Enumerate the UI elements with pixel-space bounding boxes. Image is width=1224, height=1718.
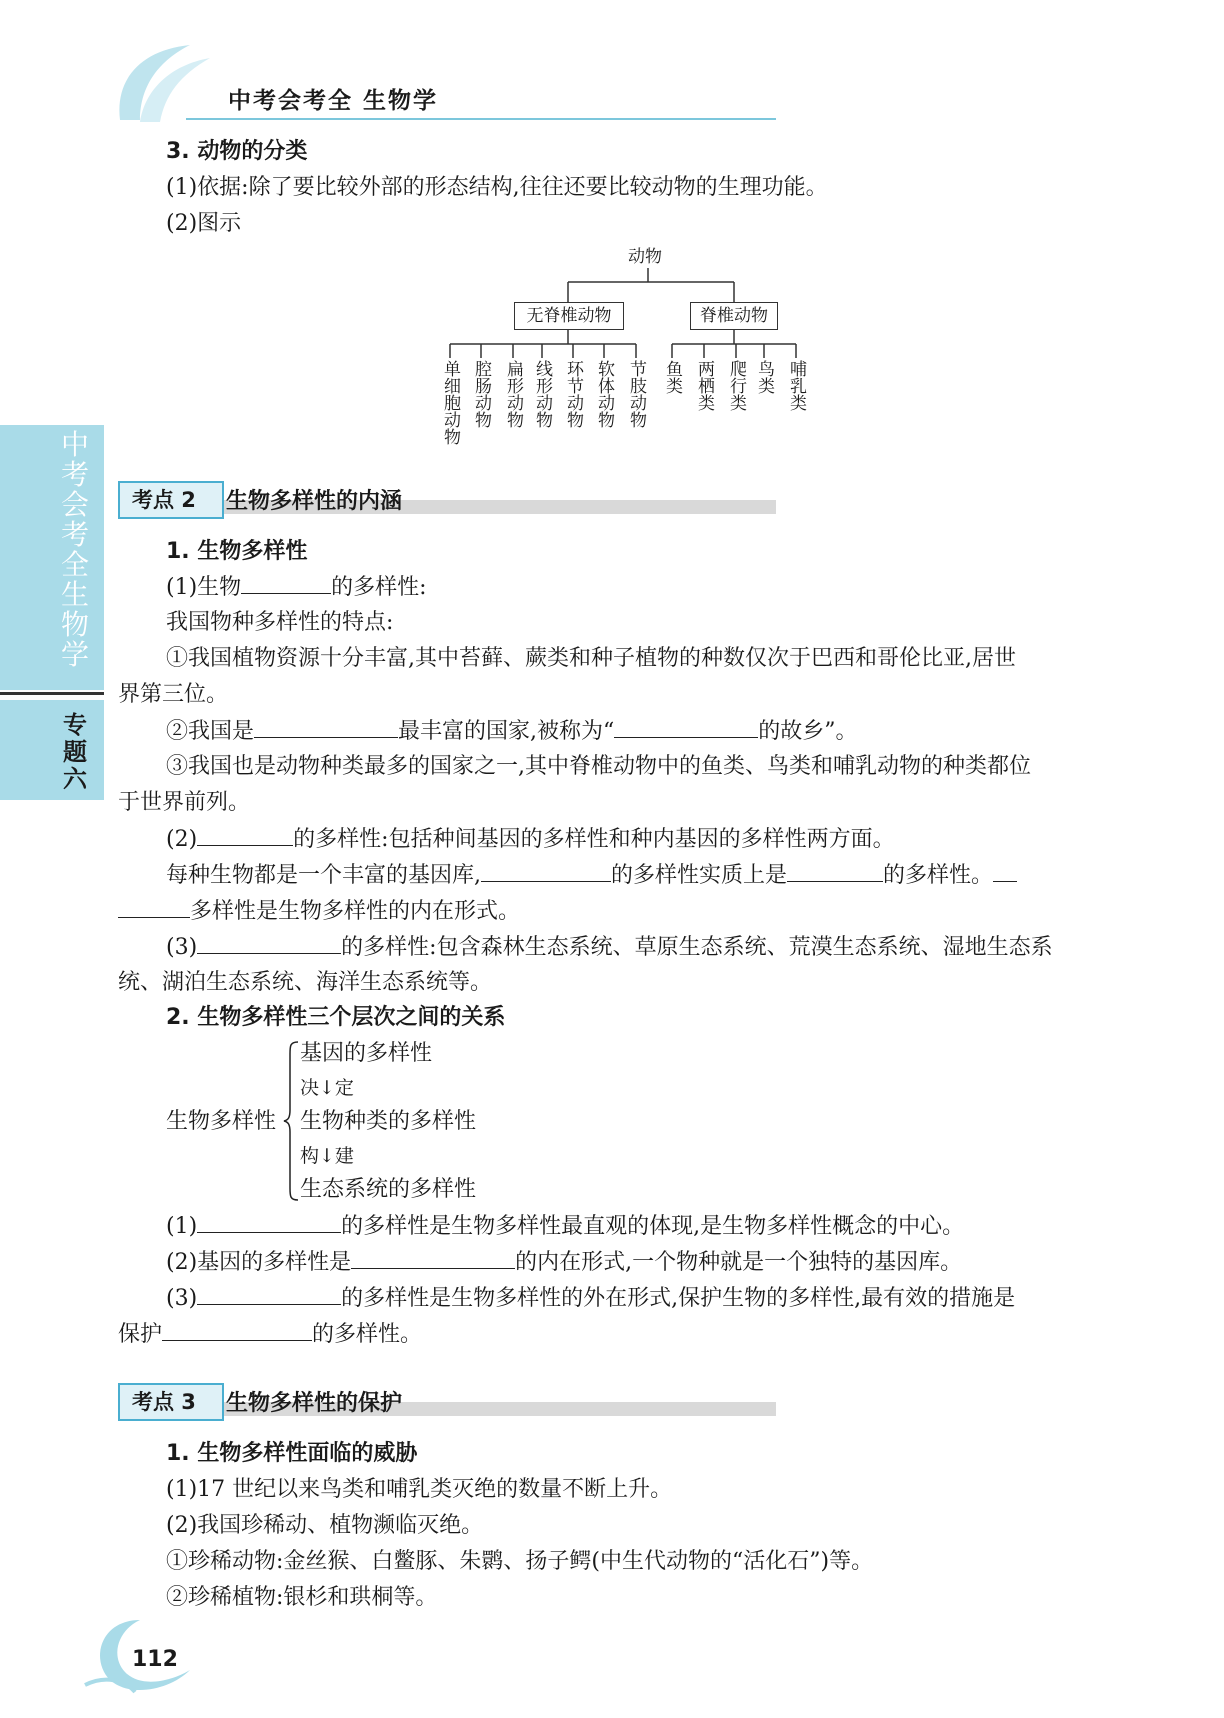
fill-blank[interactable] (162, 1320, 312, 1341)
paragraph: 每种生物都是一个丰富的基因库, 的多样性实质上是 的多样性。 (166, 861, 1017, 890)
tree-leaf: 爬行类 (726, 360, 746, 411)
sidebar-divider (0, 692, 104, 695)
paragraph: (1) 的多样性是生物多样性最直观的体现,是生物多样性概念的中心。 (166, 1214, 965, 1239)
fill-blank[interactable] (993, 861, 1017, 882)
tree-leaf: 鸟类 (754, 360, 774, 394)
paragraph: 界第三位。 (118, 682, 229, 707)
tree-node-invertebrates: 无脊椎动物 (514, 302, 624, 330)
tree-leaf: 环节动物 (563, 360, 583, 428)
paragraph: ①我国植物资源十分丰富,其中苔藓、蕨类和种子植物的种数仅次于巴西和哥伦比亚,居世 (166, 646, 1016, 671)
fill-blank[interactable] (197, 825, 293, 846)
paragraph: (2)图示 (166, 211, 242, 236)
tree-leaf: 鱼类 (662, 360, 682, 394)
tree-leaf: 软体动物 (594, 360, 614, 428)
paragraph: (3) 的多样性:包含森林生态系统、草原生态系统、荒漠生态系统、湿地生态系 (166, 935, 1053, 960)
fill-blank[interactable] (197, 1284, 341, 1305)
relationship-arrow: 决↓定 (300, 1077, 354, 1099)
header-title: 中考会考全 生物学 (228, 88, 439, 114)
section-badge: 考点 3 (118, 1383, 224, 1421)
fill-blank[interactable] (118, 897, 190, 918)
section-heading: 3. 动物的分类 (166, 139, 308, 164)
fill-blank[interactable] (197, 933, 341, 954)
relationship-arrow: 构↓建 (300, 1145, 354, 1167)
section-title: 生物多样性的保护 (226, 1391, 403, 1416)
fill-blank[interactable] (241, 573, 331, 594)
subheading: 1. 生物多样性 (166, 539, 308, 564)
relationship-item: 生物种类的多样性 (300, 1109, 477, 1134)
fill-blank[interactable] (787, 861, 883, 882)
sidebar-book-label: 中考会考全 生物学 (60, 428, 89, 671)
relationship-item: 生态系统的多样性 (300, 1177, 477, 1202)
tree-leaf: 扁形动物 (503, 360, 523, 428)
paragraph: (2)基因的多样性是 的内在形式,一个物种就是一个独特的基因库。 (166, 1250, 963, 1275)
paragraph: 统、湖泊生态系统、海洋生态系统等。 (118, 970, 493, 995)
subheading: 2. 生物多样性三个层次之间的关系 (166, 1005, 506, 1030)
paragraph: ③我国也是动物种类最多的国家之一,其中脊椎动物中的鱼类、鸟类和哺乳动物的种类都位 (166, 754, 1031, 779)
relationship-root: 生物多样性 (166, 1109, 277, 1134)
sidebar-topic-label: 专题六 (63, 711, 87, 793)
section-title: 生物多样性的内涵 (226, 489, 403, 514)
tree-leaf: 线形动物 (532, 360, 552, 428)
fill-blank[interactable] (254, 717, 398, 738)
paragraph: 保护 的多样性。 (118, 1322, 423, 1347)
paragraph: ①珍稀动物:金丝猴、白鳖豚、朱鹮、扬子鳄(中生代动物的“活化石”)等。 (166, 1549, 874, 1574)
tree-leaf: 节肢动物 (626, 360, 646, 428)
tree-leaf: 两栖类 (694, 360, 714, 411)
paragraph: 于世界前列。 (118, 790, 251, 815)
fill-blank[interactable] (351, 1248, 515, 1269)
paragraph: 多样性是生物多样性的内在形式。 (118, 897, 520, 926)
section-badge: 考点 2 (118, 481, 224, 519)
tree-node-vertebrates: 脊椎动物 (690, 302, 778, 330)
paragraph: ②我国是 最丰富的国家,被称为“ 的故乡”。 (166, 719, 858, 744)
fill-blank[interactable] (614, 717, 758, 738)
paragraph: 我国物种多样性的特点: (166, 610, 394, 635)
relationship-item: 基因的多样性 (300, 1041, 433, 1066)
paragraph: (2) 的多样性:包括种间基因的多样性和种内基因的多样性两方面。 (166, 827, 895, 852)
tree-root-label: 动物 (628, 247, 662, 267)
subheading: 1. 生物多样性面临的威胁 (166, 1441, 418, 1466)
tree-leaf: 腔肠动物 (471, 360, 491, 428)
paragraph: ②珍稀植物:银杉和珙桐等。 (166, 1585, 438, 1610)
paragraph: (1)依据:除了要比较外部的形态结构,往往还要比较动物的生理功能。 (166, 175, 828, 200)
fill-blank[interactable] (481, 861, 611, 882)
tree-leaf: 单细胞动物 (440, 360, 460, 445)
paragraph: (2)我国珍稀动、植物濒临灭绝。 (166, 1513, 484, 1538)
paragraph: (1)17 世纪以来鸟类和哺乳类灭绝的数量不断上升。 (166, 1477, 673, 1502)
tree-leaf: 哺乳类 (786, 360, 806, 411)
page-number: 112 (132, 1647, 178, 1672)
fill-blank[interactable] (197, 1212, 341, 1233)
paragraph: (3) 的多样性是生物多样性的外在形式,保护生物的多样性,最有效的措施是 (166, 1286, 1016, 1311)
brace-icon (282, 1040, 302, 1202)
paragraph: (1)生物 的多样性: (166, 575, 427, 600)
